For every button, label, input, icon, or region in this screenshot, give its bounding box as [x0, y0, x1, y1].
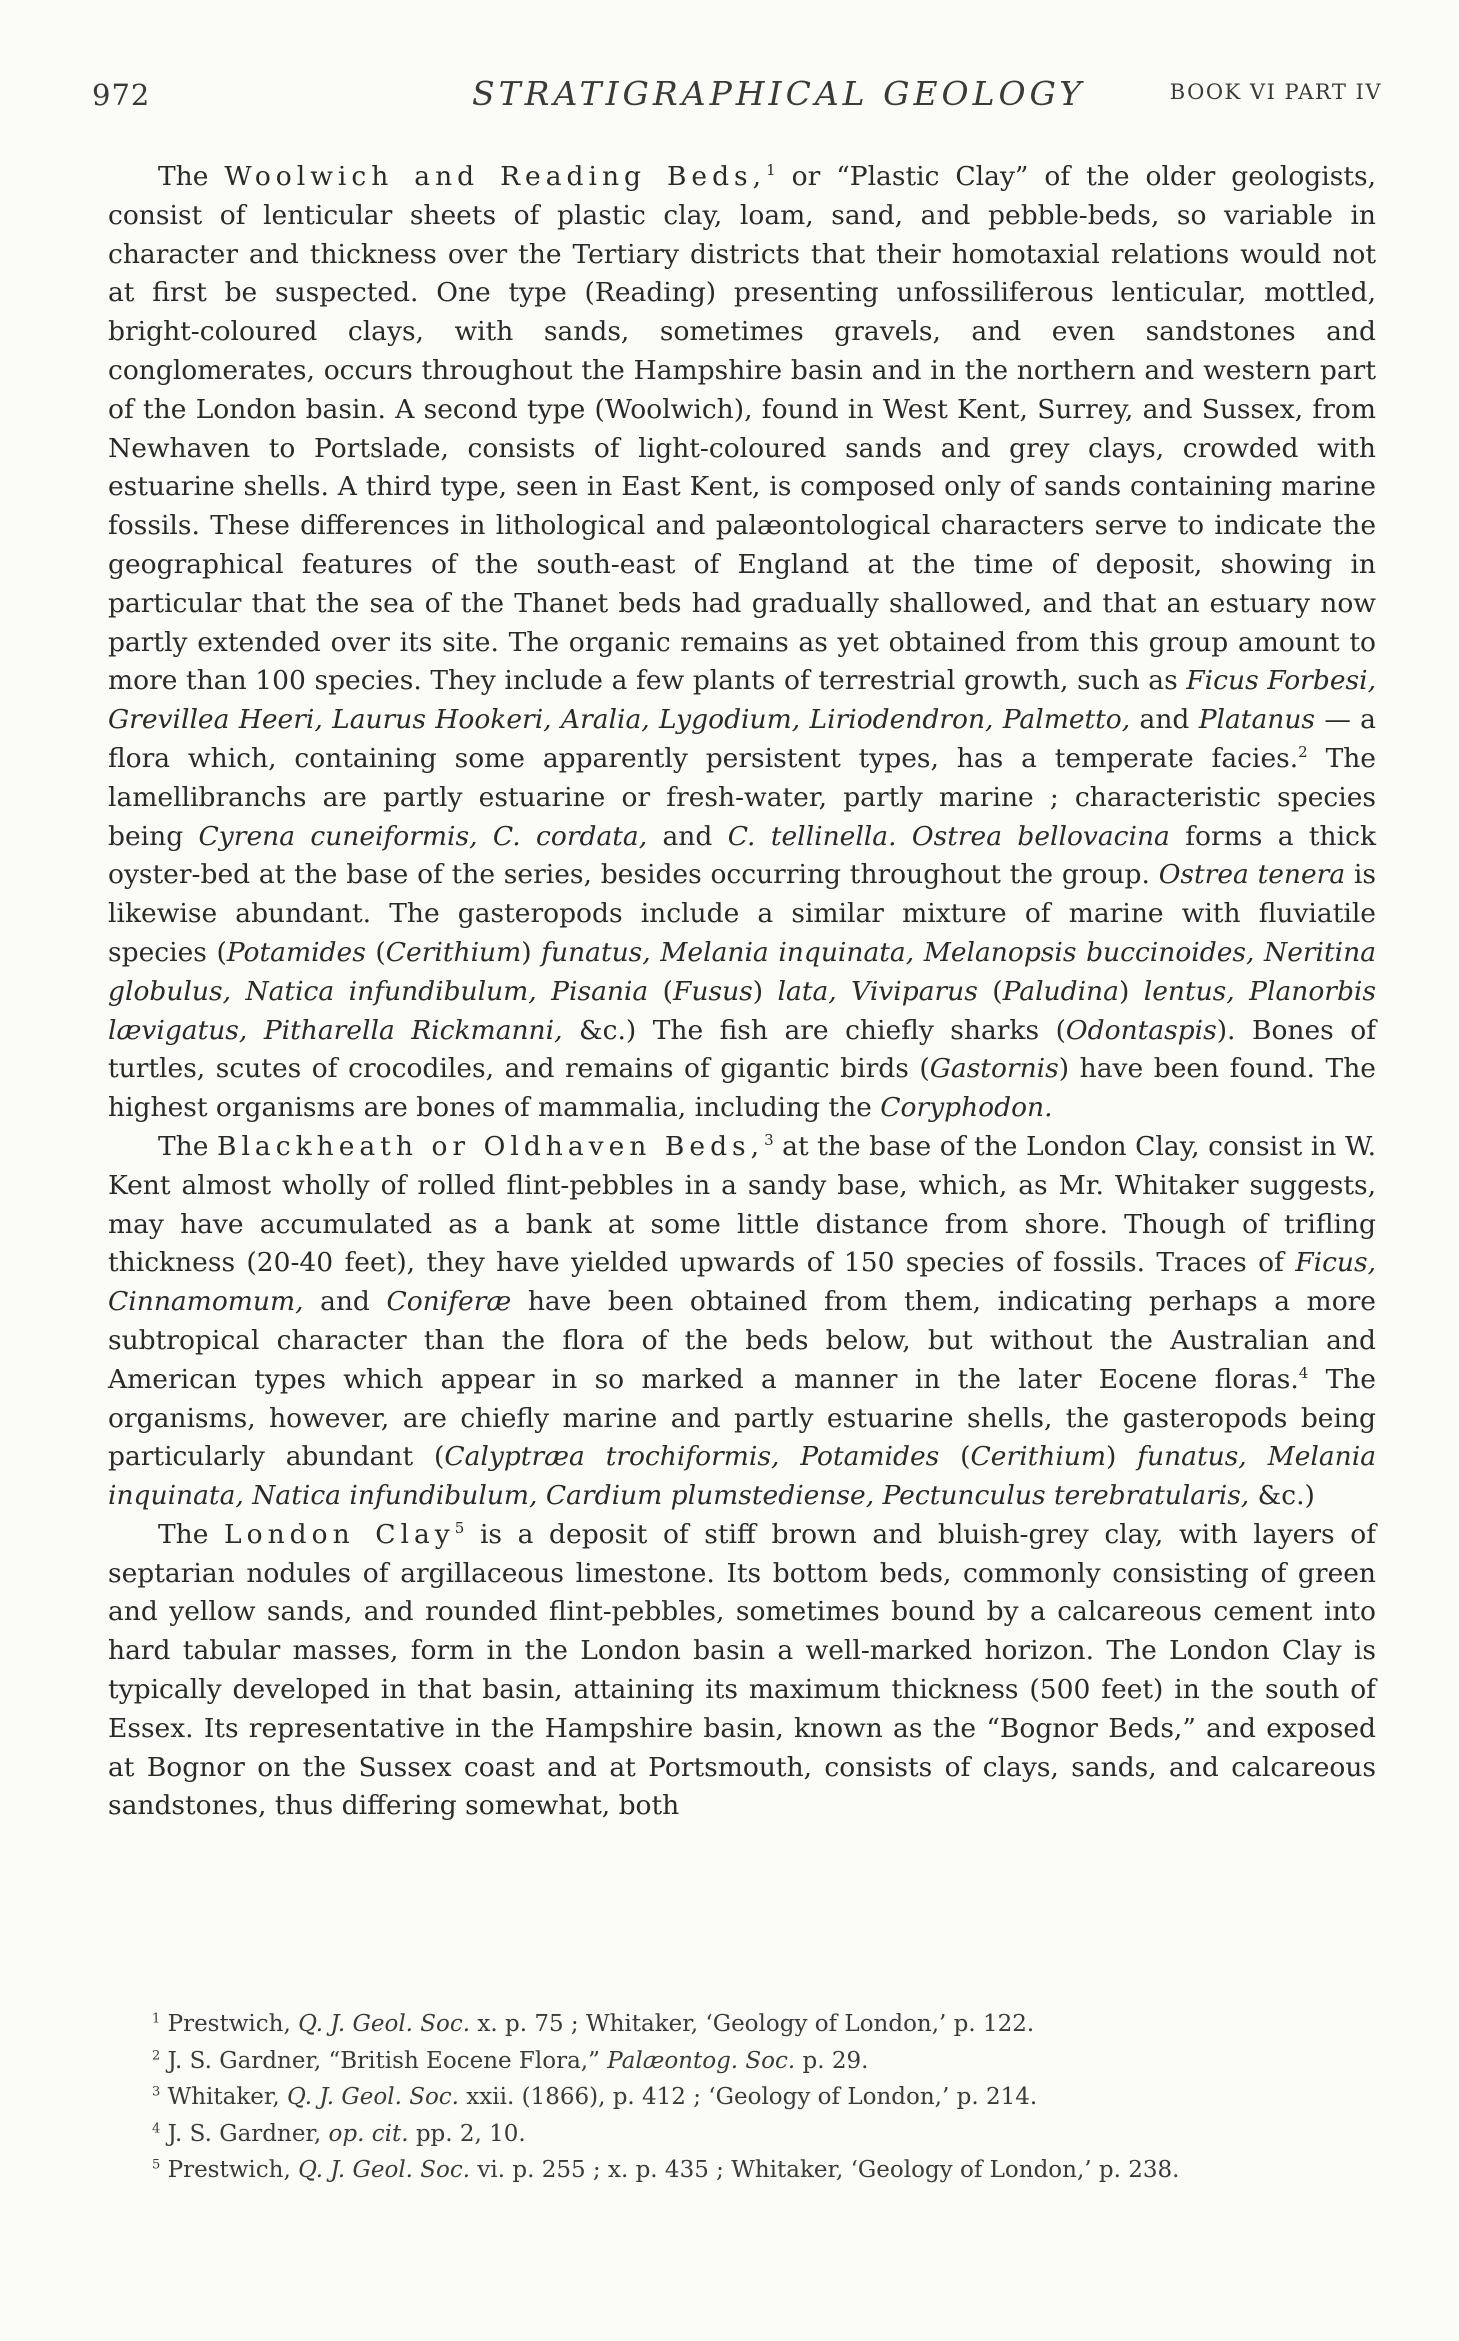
footnote-ref: 4 — [1298, 1363, 1309, 1382]
paragraph-london-clay: The London Clay$^5$ is a deposit of stiff brown and bluish-grey clay, with layers of septarian nodules of argillaceous limestone. Its bottom beds, commonly consisting of green and yellow sands, and rounded flint-pebbles, sometimes bound by a calcareous cement into hard tabular masses, form in the London basin a well-marked horizon. The London Clay is typically developed in that basin, attaining its maximum thickness (500 feet) in the south of Essex. Its representative in the Hampshire basin, known as the “Bognor Beds,” and exposed at Bognor on the Sussex coast and at Portsmouth, consists of clays, sands, and calcareous sandstones, thus differing somewhat, both — [108, 1518, 1377, 1822]
footnote-4: $^4$ J. S. Gardner, op. cit. pp. 2, 10. — [152, 2120, 526, 2147]
paragraph-woolwich-reading: The Woolwich and Reading Beds,$^1$ or “Plastic Clay” of the older geologists, consist of lenticular sheets of plastic clay, loam, sand, and pebble-beds, so variable in character and thickness over the Tertiary districts that their homotaxial relations would not at first be suspected. One type (Reading) presenting unfossiliferous lenticular, mottled, bright-coloured clays, with sands, sometimes gravels, and even sandstones and conglomerates, occurs throughout the Hampshire basin and in the northern and western part of the London basin. A second type (Woolwich), found in West Kent, Surrey, and Sussex, from Newhaven to Portslade, consists of light-coloured sands and grey clays, crowded with estuarine shells. A third type, seen in East Kent, is composed only of sands containing marine fossils. These differences in lithological and palæontological characters serve to indicate the geographical features of the south-east of England at the time of deposit, showing in particular that the sea of the Thanet beds had gradually shallowed, and that an estuary now partly extended over its site. The organic remains as yet obtained from this group amount to more than 100 species. They include a few plants of terrestrial growth, such as Ficus Forbesi, Grevillea Heeri, Laurus Hookeri, Aralia, Lygodium, Liriodendron, Palmetto, and Platanus — a flora which, containing some apparently persistent types, has a temperate facies.$^2$ The lamellibranchs are partly estuarine or fresh-water, partly marine ; characteristic species being Cyrena cuneiformis, C. cordata, and C. tellinella. Ostrea bellovacina forms a thick oyster-bed at the base of the series, besides occurring throughout the group. Ostrea tenera is likewise abundant. The gasteropods include a similar mixture of marine with fluviatile species (Potamides (Cerithium) funatus, Melania inquinata, Melanopsis buccinoides, Neritina globulus, Natica infundibulum, Pisania (Fusus) lata, Viviparus (Paludina) lentus, Planorbis lævigatus, Pitharella Rickmanni, &c.) The fish are chiefly sharks (Odontaspis). Bones of turtles, scutes of crocodiles, and remains of gigantic birds (Gastornis) have been found. The highest organisms are bones of mammalia, including the Coryphodon. — [108, 161, 1377, 1124]
spaced-term: Woolwich and Reading Beds, — [224, 161, 767, 192]
footnote-2: $^2$ J. S. Gardner, “British Eocene Flora,” Palæontog. Soc. p. 29. — [152, 2047, 869, 2074]
footnote-ref: 1 — [766, 161, 776, 180]
body-text — [108, 158, 1376, 1826]
footnote-ref: 2 — [1298, 743, 1308, 762]
footnote-5: $^5$ Prestwich, Q. J. Geol. Soc. vi. p. 255 ; x. p. 435 ; Whitaker, ‘Geology of London,’ p. 238. — [152, 2157, 1180, 2183]
footnote-ref: 5 — [454, 1519, 465, 1538]
book-part-label: BOOK VI PART IV — [1169, 80, 1382, 104]
page-number: 972 — [92, 78, 151, 112]
running-title: STRATIGRAPHICAL GEOLOGY — [472, 74, 1086, 113]
footnotes — [108, 2006, 1376, 2189]
running-head — [92, 74, 1382, 118]
footnote-3: $^3$ Whitaker, Q. J. Geol. Soc. xxii. (1866), p. 412 ; ‘Geology of London,’ p. 214. — [152, 2084, 1038, 2110]
paragraph-blackheath-oldhaven: The Blackheath or Oldhaven Beds,$^3$ at the base of the London Clay, consist in W. Kent almost wholly of rolled flint-pebbles in a sandy base, which, as Mr. Whitaker suggests, may have accumulated as a bank at some little distance from shore. Though of trifling thickness (20-40 feet), they have yielded upwards of 150 species of fossils. Traces of Ficus, Cinnamomum, and Coniferæ have been obtained from them, indicating perhaps a more subtropical character than the flora of the beds below, but without the Australian and American types which appear in so marked a manner in the later Eocene floras.$^4$ The organisms, however, are chiefly marine and partly estuarine shells, the gasteropods being particularly abundant (Calyptræa trochiformis, Potamides (Cerithium) funatus, Melania inquinata, Natica infundibulum, Cardium plumstediense, Pectunculus terebratularis, &c.) — [108, 1130, 1377, 1512]
spaced-term: Blackheath or Oldhaven Beds, — [216, 1130, 765, 1162]
footnote-1: $^1$ Prestwich, Q. J. Geol. Soc. x. p. 75 ; Whitaker, ‘Geology of London,’ p. 122. — [152, 2011, 1035, 2037]
footnote-ref: 3 — [764, 1131, 774, 1150]
spaced-term: London Clay — [224, 1518, 455, 1550]
